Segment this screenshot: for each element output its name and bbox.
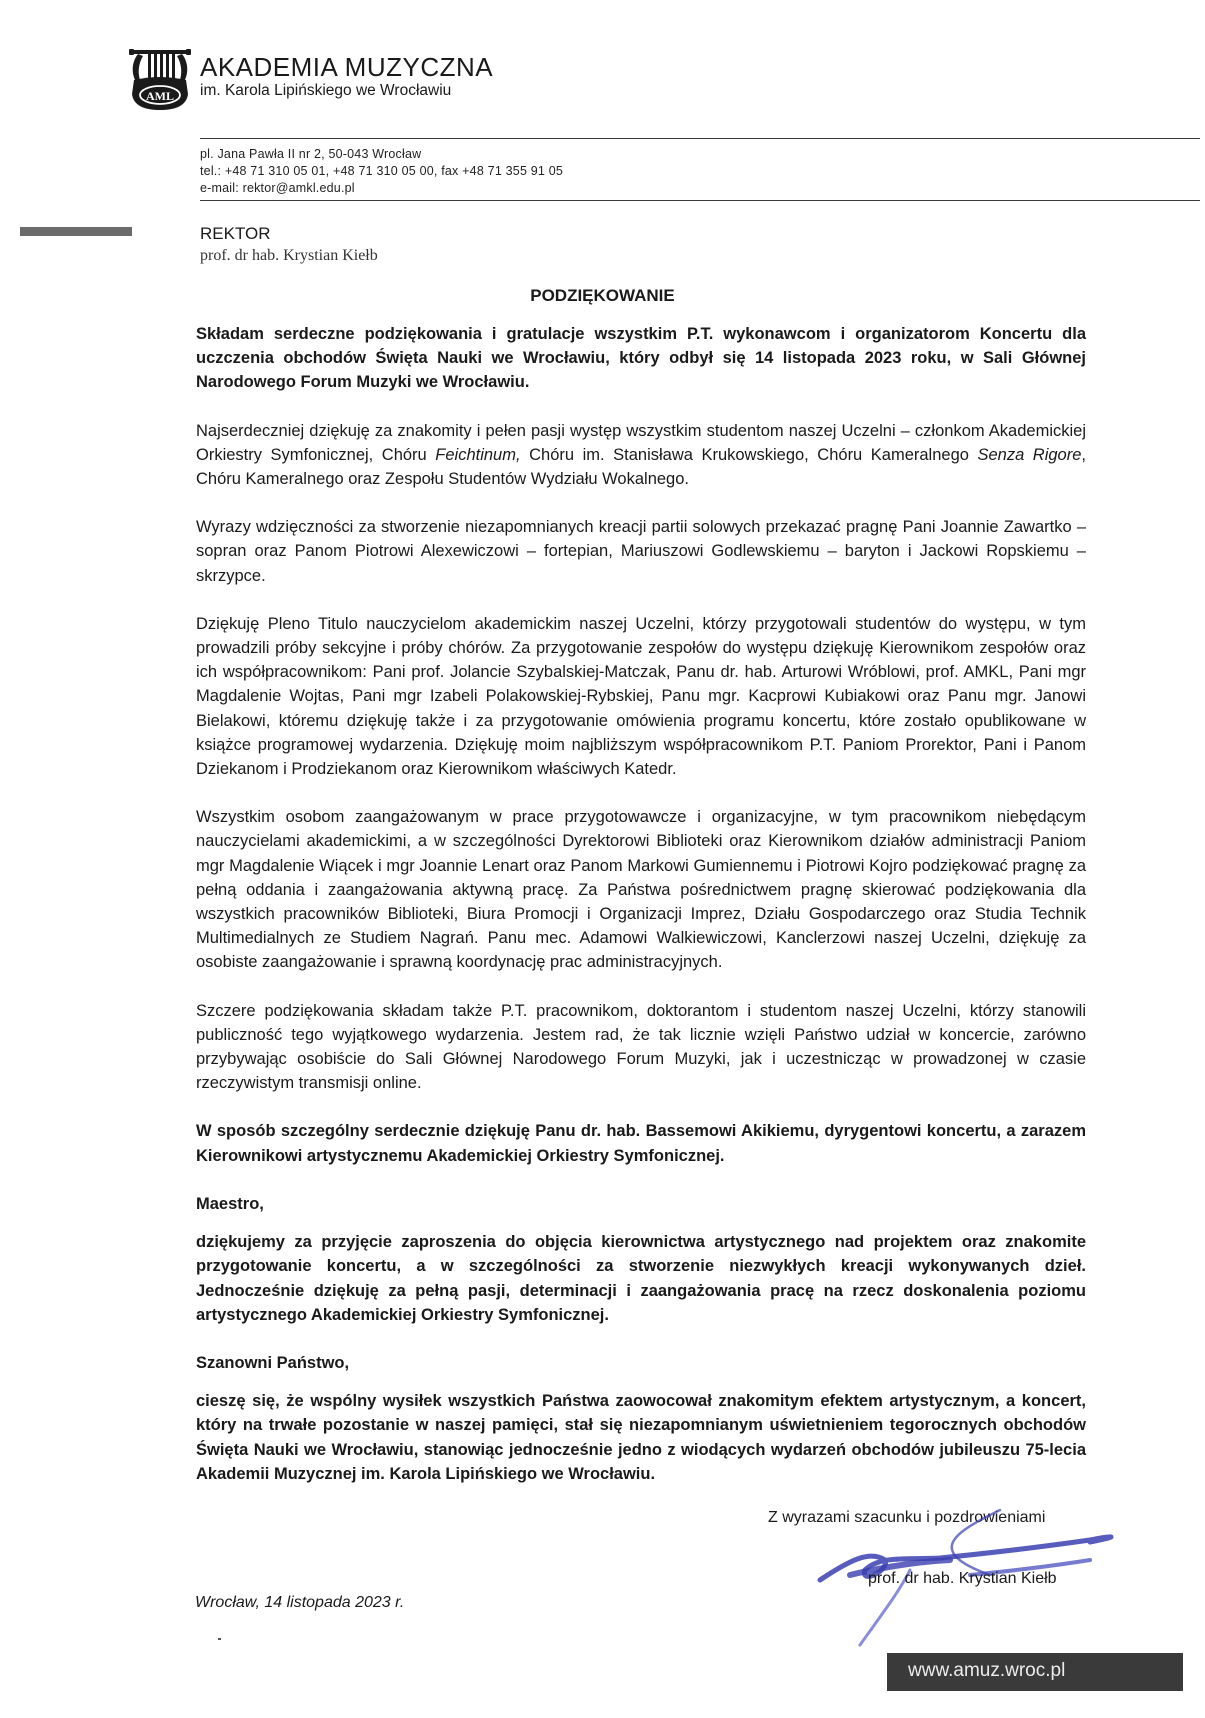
header-divider-top xyxy=(200,138,1200,139)
phone-line: tel.: +48 71 310 05 01, +48 71 310 05 00, fax +48 71 355 91 05 xyxy=(200,164,564,178)
website-url[interactable]: www.amuz.wroc.pl xyxy=(908,1660,1066,1681)
paragraph-conductor: W sposób szczególny serdecznie dziękuję Panu dr. hab. Bassemowi Akikiemu, dyrygentowi koncertu, a zarazem Kierownikowi artystycznemu Akademickiej Orkiestry Symfonicznej. xyxy=(196,1122,1086,1165)
scan-artifact xyxy=(218,1638,221,1640)
lyre-logo-icon xyxy=(126,44,194,112)
choir-name-senza-rigore: Senza Rigore xyxy=(977,445,1082,464)
decorative-bar xyxy=(20,227,132,236)
sender-name: prof. dr hab. Krystian Kiełb xyxy=(200,247,378,264)
paragraph-students xyxy=(196,419,1086,492)
paragraph-closing: cieszę się, że wspólny wysiłek wszystkich Państwa zaowocował znakomitym efektem artystycznym, a koncert, który na trwałe pozostanie w naszej pamięci, stał się niezapomnianym uświetnieniem tegorocznych obchodów Święta Nauki we Wrocławiu, stanowiąc jednocześnie jedno z wiodących wydarzeń obchodów jubileuszu 75-lecia Akademii Muzycznej im. Karola Lipińskiego we Wrocławiu. xyxy=(196,1392,1086,1483)
sender-role: REKTOR xyxy=(200,224,271,243)
paragraph-intro: Składam serdeczne podziękowania i gratulacje wszystkim P.T. wykonawcom i organizatorom Koncertu dla uczczenia obchodów Święta Nauki we Wrocławiu, który odbył się 14 listopada 2023 roku, w Sali Głównej Narodowego Forum Muzyki we Wrocławiu. xyxy=(196,325,1086,392)
text-run: Najserdeczniej dziękuję za znakomity i pełen pasji występ wszystkim studentom naszej Uczelni – członkom Akademickiej Orkiestry Symfonicznej, Chóru xyxy=(196,421,1086,464)
closing-phrase: Z wyrazami szacunku i pozdrowieniami xyxy=(768,1509,1046,1526)
signer-name: prof. dr hab. Krystian Kiełb xyxy=(868,1570,1057,1587)
text-run: Chóru im. Stanisława Krukowskiego, Chóru Kameralnego xyxy=(520,445,978,464)
header-divider-bottom xyxy=(200,200,1200,201)
document-title: PODZIĘKOWANIE xyxy=(530,286,675,305)
svg-text:AML: AML xyxy=(146,89,174,103)
email-line: e-mail: rektor@amkl.edu.pl xyxy=(200,181,355,195)
paragraph-audience: Szczere podziękowania składam także P.T. pracownikom, doktorantom i studentom naszej Uczelni, którzy stanowili publiczność tego wyjątkowego wydarzenia. Jestem rad, że tak licznie wzięli Państwo udział w koncercie, zarówno przybywając osobiście do Sali Głównej Narodowego Forum Muzyki, jak i uczestnicząc w prowadzonej w czasie rzeczywistym transmisji online. xyxy=(196,1001,1086,1093)
paragraph-maestro: dziękujemy za przyjęcie zaproszenia do objęcia kierownictwa artystycznego nad projektem oraz znakomite przygotowanie koncertu, a w szczególności za stworzenie niezwykłych kreacji wykonywanych dzieł. Jednocześnie dziękuję za pełną pasji, determinacji i zaangażowania pracę na rzecz doskonalenia poziomu artystycznego Akademickiej Orkiestry Symfonicznej. xyxy=(196,1233,1086,1324)
org-name: AKADEMIA MUZYCZNA xyxy=(200,52,494,82)
paragraph-soloists: Wyrazy wdzięczności za stworzenie niezapomnianych kreacji partii solowych przekazać pragnę Pani Joannie Zawartko – sopran oraz Panom Piotrowi Alexewiczowi – fortepian, Mariuszowi Godlewskiemu – baryton i Jackowi Ropskiemu – skrzypce. xyxy=(196,518,1086,585)
salutation-szanowni: Szanowni Państwo, xyxy=(196,1353,350,1372)
choir-name-feichtinum: Feichtinum, xyxy=(435,445,521,464)
text-run: , Chóru Kameralnego oraz Zespołu Studentów Wydziału Wokalnego. xyxy=(196,445,1086,489)
salutation-maestro: Maestro, xyxy=(196,1194,264,1213)
letter-date: Wrocław, 14 listopada 2023 r. xyxy=(195,1594,405,1611)
letter-body xyxy=(196,322,1086,1510)
paragraph-staff: Wszystkim osobom zaangażowanym w prace przygotowawcze i organizacyjne, w tym pracownikom niebędącym nauczycielami akademickimi, a w szczególności Dyrektorowi Biblioteki oraz Kierownikom działów administracji Paniom mgr Magdalenie Wiącek i mgr Joannie Lenart oraz Panom Markowi Gumiennemu i Piotrowi Kojro podziękować pragnę za pełną oddania i zaangażowania aktywną pracę. Za Państwa pośrednictwem pragnę skierować podziękowania dla wszystkich pracowników Biblioteki, Biura Promocji i Organizacji Imprez, Działu Gospodarczego oraz Studia Technik Multimedialnych ze Studiem Nagrań. Panu mec. Adamowi Walkiewiczowi, Kanclerzowi naszej Uczelni, dziękuję za osobiste zaangażowanie i sprawną koordynację prac administracyjnych. xyxy=(196,808,1086,972)
paragraph-teachers: Dziękuję Pleno Titulo nauczycielom akademickim naszej Uczelni, którzy przygotowali studentów do występu, w tym prowadzili próby sekcyjne i próby chórów. Za przygotowanie zespołów do występu dziękuję Kierownikom zespołów oraz ich współpracownikom: Pani prof. Jolancie Szybalskiej-Matczak, Panu dr. hab. Arturowi Wróblowi, prof. AMKL, Pani mgr Magdalenie Wojtas, Pani mgr Izabeli Polakowskiej-Rybskiej, Panu mgr. Kacprowi Kubiakowi oraz Panu mgr. Janowi Bielakowi, któremu dziękuję także i za przygotowanie omówienia programu koncertu, które zostało opublikowane w książce programowej wydarzenia. Dziękuję moim najbliższym współpracownikom P.T. Paniom Prorektor, Pani i Panom Dziekanom i Prodziekanom oraz Kierownikom właściwych Katedr. xyxy=(196,614,1086,779)
address-line: pl. Jana Pawła II nr 2, 50-043 Wrocław xyxy=(200,147,422,161)
org-subtitle: im. Karola Lipińskiego we Wrocławiu xyxy=(200,82,452,99)
